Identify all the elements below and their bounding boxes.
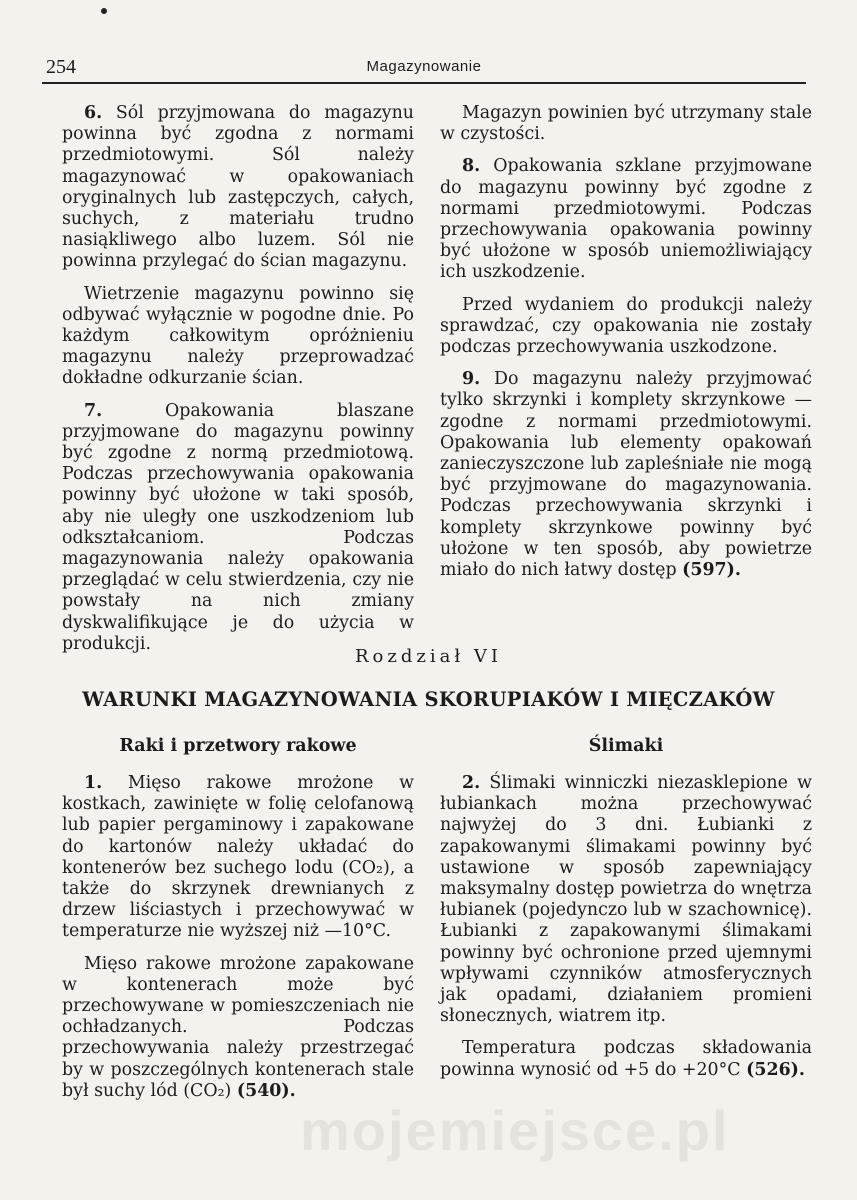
chapter-title: WARUNKI MAGAZYNOWANIA SKORUPIAKÓW I MIĘCZAKÓW [82,688,775,711]
paragraph-text: Opakowania szklane przyjmowane do magazynu powinny być zgodne z normami przedmiotowymi. Podczas przechowywania opakowania powinny być ułożone w sposób uniemożliwiający ich uszkodzenie. [440,156,812,283]
paragraph-text: Wietrzenie magazynu powinno się odbywać wyłącznie w pogodne dnie. Po każdym całkowitym opróżnieniu magazynu należy przeprowadzać dokładne odkurzanie ścian. [62,283,414,389]
paragraph [440,1038,812,1080]
paragraph-text: Sól przyjmowana do magazynu powinna być zgodna z normami przedmiotowymi. Sól należy magazynować w opakowaniach oryginalnych lub zastępczych, całych, suchych, z materiału trudno nasiąkliwego albo luzem. Sól nie powinna przylegać do ścian magazynu. [62,103,414,272]
paragraph [440,103,812,145]
paragraph-7 [62,401,414,655]
section-heading-raki: Raki i przetwory rakowe [119,736,357,756]
item-number: 7. [84,400,103,421]
paragraph [440,295,812,359]
paragraph-text: Mięso rakowe mrożone zapakowane w kontenerach może być przechowywane w pomieszczeniach nie ochładzanych. Podczas przechowywania należy przestrzegać by w poszczególnych kontenerach stale był suchy lód (CO₂) [62,953,414,1101]
reference-number: (526). [746,1059,805,1080]
item-number: 2. [462,773,481,793]
page-number: 254 [46,56,76,78]
column-left-top [62,103,414,666]
reference-number: (540). [236,1080,296,1101]
paragraph-text: Temperatura podczas składowania powinna wynosić od +5 do +20°C [440,1038,812,1080]
paragraph-1 [62,773,414,943]
paragraph [62,284,414,390]
paragraph-text: Opakowania blaszane przyjmowane do magazynu powinny być zgodne z normą przedmiotową. Podczas przechowywania opakowania powinny być ułożone w taki sposób, aby nie uległy one uszkodzeniom lub odkształcaniom. Podczas magazynowania należy opakowania przeglądać w celu stwierdzenia, czy nie powstały na nich zmiany dyskwalifikujące je do użycia w produkcji. [62,400,414,654]
paragraph-text: Przed wydaniem do produkcji należy sprawdzać, czy opakowania nie zostały podczas przechowywania uszkodzone. [440,294,812,358]
paragraph [62,954,414,1102]
ink-spot [101,8,107,14]
item-number: 9. [462,369,481,390]
paragraph-text: Mięso rakowe mrożone w kostkach, zawinięte w folię celofanową lub papier pergaminowy i zapakowane do kartonów należy układać do kontenerów bez suchego lodu (CO₂), a także do skrzynek drewnianych z drzew liściastych i przechowywać w temperaturze nie wyższej niż —10°C. [62,773,415,942]
running-title: Magazynowanie [366,58,482,75]
paragraph-6 [62,103,414,273]
paragraph-text: Do magazynu należy przyjmować tylko skrzynki i komplety skrzynkowe — zgodne z normami przedmiotowymi. Opakowania lub elementy opakowań zanieczyszczone lub zapleśniałe nie mogą być przyjmowane do magazynowania. Podczas przechowywania skrzynki i komplety skrzynkowe powinny być ułożone w ten sposób, aby powietrze miało do nich łatwy dostęp [440,369,812,581]
paragraph-text: Ślimaki winniczki niezasklepione w łubiankach można przechowywać najwyżej do 3 dni. Łubianki z zapakowanymi ślimakami powinny być ustawione w sposób zapewniający maksymalny dostęp powietrza do wnętrza łubianek (pojedynczo lub w szachownicę). Łubianki z zapakowanymi ślimakami powinny być ochronione przed ujemnymi wpływami czynników atmosferycznych jak opadami, działaniem promieni słonecznych, wiatrem itp. [440,773,812,1027]
paragraph-8 [440,156,812,283]
paragraph-9 [440,369,812,581]
paragraph-2 [440,773,812,1027]
section-heading-slimaki: Ślimaki [588,736,664,756]
watermark: mojemiejsce.pl [300,1099,730,1162]
column-right-top [440,103,812,592]
page-header [42,56,806,84]
item-number: 8. [462,156,481,177]
chapter-label: Rozdział VI [354,646,503,667]
item-number: 1. [84,773,103,793]
column-right-bottom [440,773,812,1092]
item-number: 6. [84,103,103,123]
paragraph-text: Magazyn powinien być utrzymany stale w czystości. [440,103,812,145]
column-left-bottom [62,773,414,1113]
reference-number: (597). [682,560,741,581]
